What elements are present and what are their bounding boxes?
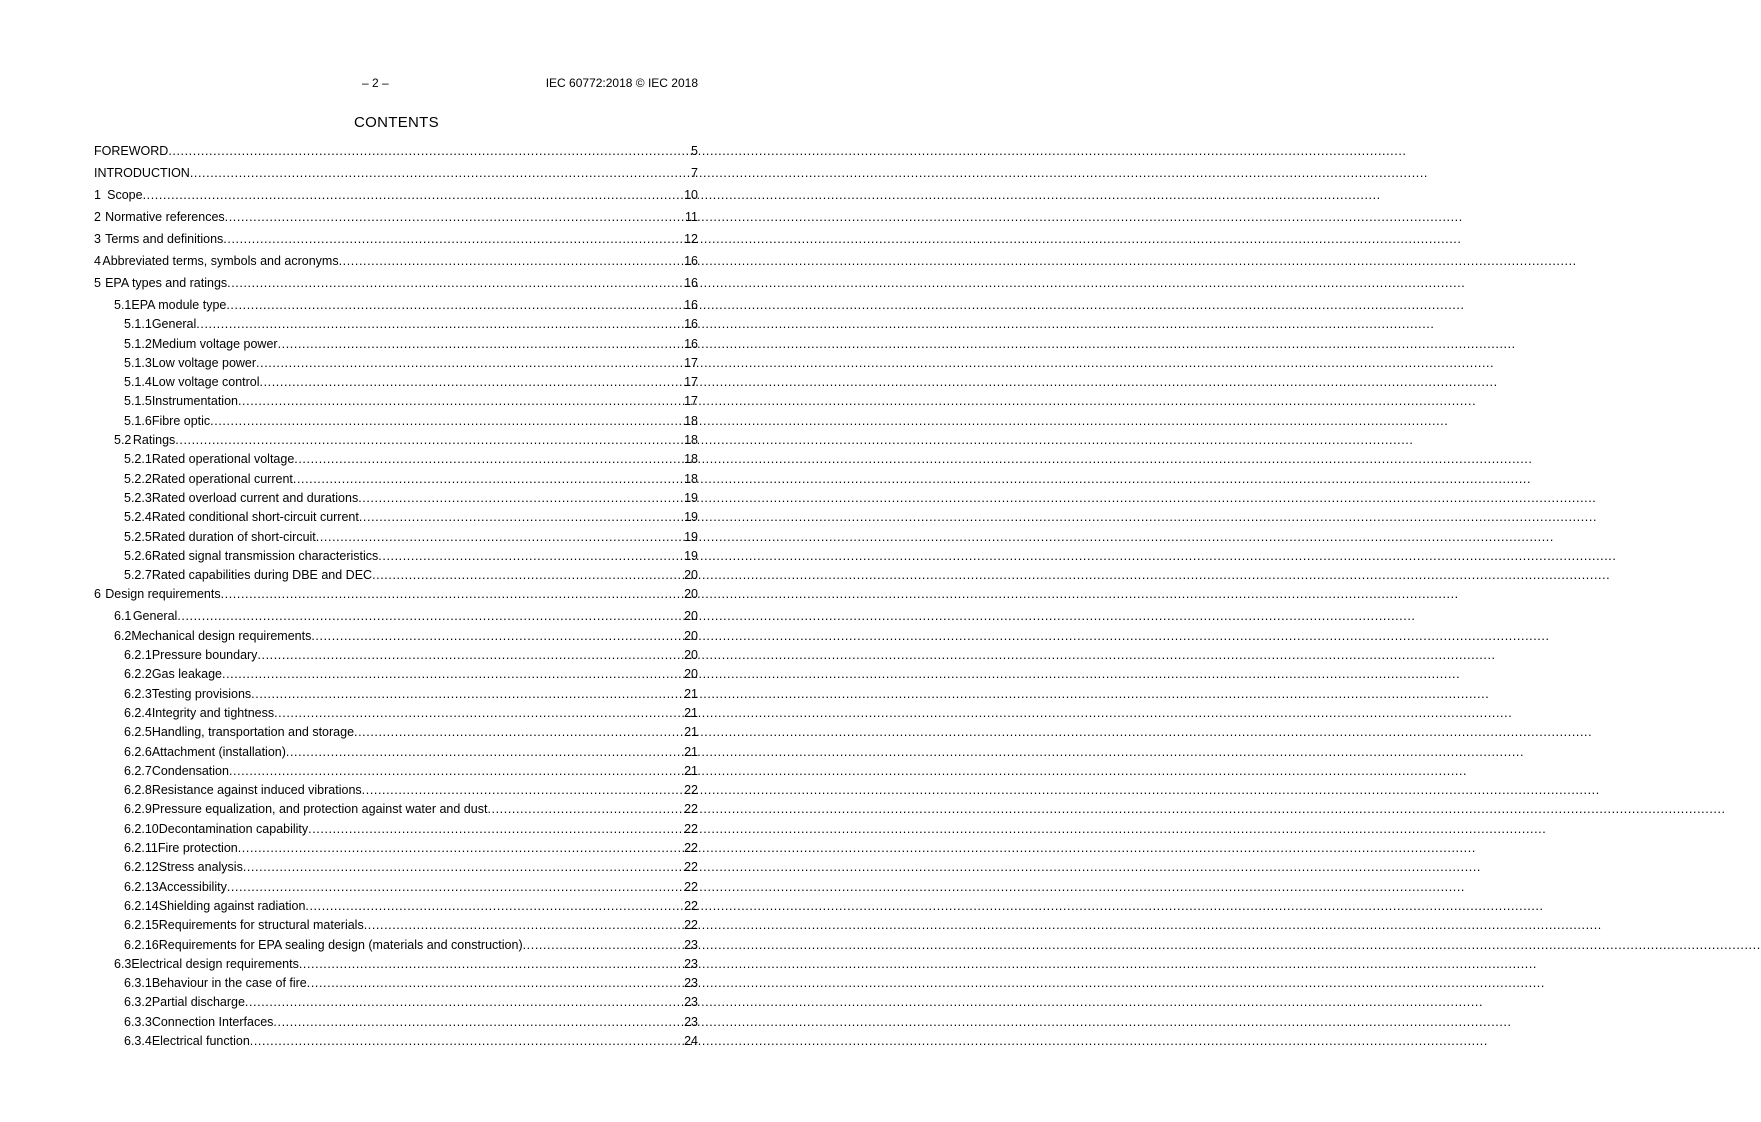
toc-entry-page: 21 xyxy=(684,725,698,740)
toc-entry[interactable] xyxy=(94,841,698,860)
toc-entry-number: 6.2.11 xyxy=(124,841,158,856)
dot-leader xyxy=(378,549,684,564)
toc-entry-label: Gas leakage xyxy=(151,667,222,682)
toc-entry[interactable] xyxy=(94,938,698,957)
toc-entry-number: 5.2.3 xyxy=(124,490,152,505)
toc-entry-page: 19 xyxy=(684,529,698,544)
toc-entry-label: Mechanical design requirements xyxy=(131,628,312,643)
toc-entry[interactable] xyxy=(94,375,698,394)
toc-entry[interactable] xyxy=(94,976,698,995)
toc-entry-number: 5.1.1 xyxy=(124,317,152,332)
toc-entry-number: 5.2.1 xyxy=(124,452,152,467)
toc-entry-page: 20 xyxy=(684,587,698,602)
toc-entry-page: 23 xyxy=(684,937,698,952)
dot-leader xyxy=(243,860,684,875)
toc-entry[interactable] xyxy=(94,587,698,609)
dot-leader xyxy=(354,725,684,740)
toc-entry-label: Requirements for structural materials xyxy=(158,918,364,933)
toc-entry[interactable] xyxy=(94,491,698,510)
dot-leader xyxy=(210,414,684,429)
toc-entry[interactable] xyxy=(94,549,698,568)
dot-leader xyxy=(316,530,684,545)
dot-leader xyxy=(238,841,684,856)
toc-entry-label: Resistance against induced vibrations xyxy=(151,783,362,798)
toc-entry-label: Accessibility xyxy=(158,879,227,894)
toc-entry-label: Electrical function xyxy=(151,1033,250,1048)
dot-leader xyxy=(311,629,684,644)
toc-entry-label: Electrical design requirements xyxy=(131,956,299,971)
toc-entry-number: 6.3 xyxy=(114,956,132,971)
toc-entry-page: 16 xyxy=(684,276,698,290)
toc-entry[interactable] xyxy=(94,1034,698,1053)
toc-entry-label: Testing provisions xyxy=(151,686,252,701)
toc-entry-number: 5.1.5 xyxy=(124,394,152,409)
toc-entry-page: 19 xyxy=(684,490,698,505)
toc-entry[interactable] xyxy=(94,725,698,744)
toc-entry[interactable] xyxy=(94,298,698,317)
toc-entry[interactable] xyxy=(94,452,698,471)
dot-leader xyxy=(190,166,691,181)
toc-entry-page: 19 xyxy=(684,548,698,563)
dot-leader xyxy=(307,976,684,991)
toc-entry[interactable] xyxy=(94,166,698,188)
toc-entry-number: 5.2.6 xyxy=(124,548,152,563)
toc-entry-page: 16 xyxy=(684,336,698,351)
toc-entry-page: 16 xyxy=(684,254,698,268)
toc-entry-page: 5 xyxy=(691,144,698,158)
dot-leader xyxy=(278,337,685,352)
toc-entry[interactable] xyxy=(94,317,698,336)
toc-entry-label: Integrity and tightness xyxy=(151,705,275,720)
dot-leader xyxy=(227,276,684,291)
toc-entry-number: 3 xyxy=(94,232,101,246)
toc-entry-page: 23 xyxy=(684,1014,698,1029)
toc-entry[interactable] xyxy=(94,609,698,628)
toc-entry-number: 5.2.5 xyxy=(124,529,152,544)
dot-leader xyxy=(143,188,685,203)
toc-entry-number: 5.1.6 xyxy=(124,413,152,428)
toc-entry-number: 1 xyxy=(94,188,101,202)
toc-entry[interactable] xyxy=(94,880,698,899)
toc-entry-label: Partial discharge xyxy=(151,995,245,1010)
toc-entry-page: 7 xyxy=(691,166,698,180)
toc-entry-label: Normative references xyxy=(105,210,225,224)
toc-entry[interactable] xyxy=(94,687,698,706)
toc-entry-label: Connection Interfaces xyxy=(151,1014,274,1029)
toc-entry-number: 6.2.5 xyxy=(124,725,152,740)
toc-entry-page: 18 xyxy=(684,433,698,448)
toc-entry-page: 21 xyxy=(684,744,698,759)
toc-entry[interactable] xyxy=(94,254,698,276)
toc-entry-number: 6.2.12 xyxy=(124,860,159,875)
dot-leader xyxy=(226,298,684,313)
dot-leader xyxy=(523,938,684,953)
dot-leader xyxy=(294,452,684,467)
toc-entry[interactable] xyxy=(94,648,698,667)
toc-entry-number: 6.3.4 xyxy=(124,1033,152,1048)
dot-leader xyxy=(257,648,684,663)
toc-entry-label: Pressure boundary xyxy=(151,648,258,663)
toc-entry-label: Rated duration of short-circuit xyxy=(151,529,316,544)
toc-entry-page: 23 xyxy=(684,995,698,1010)
dot-leader xyxy=(487,802,684,817)
toc-entry-label: Shielding against radiation xyxy=(158,898,306,913)
toc-entry[interactable] xyxy=(94,995,698,1014)
dot-leader xyxy=(364,918,684,933)
contents-title: CONTENTS xyxy=(354,114,439,131)
toc-entry-page: 16 xyxy=(684,317,698,332)
table-of-contents xyxy=(94,144,698,1053)
dot-leader xyxy=(177,609,684,624)
toc-entry-label: Terms and definitions xyxy=(105,232,224,246)
toc-entry-number: 5.1.2 xyxy=(124,336,152,351)
toc-entry-page: 23 xyxy=(684,956,698,971)
toc-entry-label: Design requirements xyxy=(105,587,221,602)
toc-entry-page: 22 xyxy=(684,783,698,798)
toc-entry-label: Scope xyxy=(107,188,143,202)
toc-entry-number: 4 xyxy=(94,254,101,268)
toc-entry-page: 21 xyxy=(684,686,698,701)
dot-leader xyxy=(229,764,684,779)
dot-leader xyxy=(175,433,684,448)
toc-entry[interactable] xyxy=(94,210,698,232)
toc-entry-page: 17 xyxy=(684,394,698,409)
dot-leader xyxy=(251,687,684,702)
toc-entry-label: Attachment (installation) xyxy=(151,744,286,759)
toc-entry-number: 5.1.4 xyxy=(124,375,152,390)
toc-entry-page: 18 xyxy=(684,471,698,486)
dot-leader xyxy=(286,745,684,760)
toc-entry-number: 5.2.2 xyxy=(124,471,152,486)
dot-leader xyxy=(362,783,684,798)
toc-entry-label: FOREWORD xyxy=(94,144,169,158)
toc-entry[interactable] xyxy=(94,568,698,587)
toc-entry-number: 6.2.1 xyxy=(124,648,152,663)
toc-entry[interactable] xyxy=(94,144,698,166)
dot-leader xyxy=(305,899,684,914)
dot-leader xyxy=(222,667,684,682)
toc-entry-number: 6.3.2 xyxy=(124,995,152,1010)
toc-entry-label: Ratings xyxy=(132,433,176,448)
toc-entry-label: Stress analysis xyxy=(158,860,243,875)
toc-entry[interactable] xyxy=(94,530,698,549)
dot-leader xyxy=(227,880,684,895)
toc-entry-label: Rated operational voltage xyxy=(151,452,295,467)
toc-entry-label: Low voltage control xyxy=(151,375,260,390)
toc-entry[interactable] xyxy=(94,433,698,452)
toc-entry-label: EPA module type xyxy=(131,298,227,312)
toc-entry-page: 24 xyxy=(684,1033,698,1048)
toc-entry-label: Condensation xyxy=(151,763,229,778)
toc-entry[interactable] xyxy=(94,706,698,725)
toc-entry-number: 6.2.13 xyxy=(124,879,159,894)
dot-leader xyxy=(221,587,685,602)
toc-entry-label: Rated conditional short-circuit current xyxy=(151,510,359,525)
toc-entry-label: Requirements for EPA sealing design (materials and construction) xyxy=(158,937,523,952)
toc-entry-page: 20 xyxy=(684,609,698,624)
toc-entry-number: 6.2.15 xyxy=(124,918,159,933)
toc-entry-page: 16 xyxy=(684,298,698,312)
toc-entry-number: 6 xyxy=(94,587,101,602)
toc-entry[interactable] xyxy=(94,629,698,648)
toc-entry-number: 6.2.14 xyxy=(124,898,159,913)
toc-entry-page: 11 xyxy=(685,210,698,224)
toc-entry-label: Handling, transportation and storage xyxy=(151,725,355,740)
toc-entry[interactable] xyxy=(94,472,698,491)
toc-entry-page: 20 xyxy=(684,628,698,643)
toc-entry[interactable] xyxy=(94,822,698,841)
toc-entry-page: 12 xyxy=(684,232,698,246)
toc-entry-label: General xyxy=(151,317,197,332)
toc-entry-label: General xyxy=(132,609,178,624)
toc-entry[interactable] xyxy=(94,188,698,210)
toc-entry-page: 17 xyxy=(684,375,698,390)
dot-leader xyxy=(274,706,684,721)
dot-leader xyxy=(225,210,685,225)
toc-entry[interactable] xyxy=(94,232,698,254)
toc-entry-page: 10 xyxy=(684,188,698,202)
dot-leader xyxy=(308,822,684,837)
toc-entry-number: 5.2.7 xyxy=(124,568,152,583)
toc-entry-number: 6.2.16 xyxy=(124,937,159,952)
toc-entry[interactable] xyxy=(94,1015,698,1034)
toc-entry-label: INTRODUCTION xyxy=(94,166,190,180)
toc-entry-label: Rated capabilities during DBE and DEC xyxy=(151,568,373,583)
toc-entry-number: 5.1 xyxy=(114,298,132,312)
toc-entry-page: 22 xyxy=(684,918,698,933)
dot-leader xyxy=(372,568,684,583)
toc-entry-page: 22 xyxy=(684,860,698,875)
dot-leader xyxy=(260,375,685,390)
toc-entry-number: 5.2 xyxy=(114,433,132,448)
toc-entry-label: EPA types and ratings xyxy=(105,276,228,290)
toc-entry-page: 22 xyxy=(684,879,698,894)
dot-leader xyxy=(299,957,684,972)
toc-entry-label: Fibre optic xyxy=(151,413,211,428)
toc-entry-page: 22 xyxy=(684,821,698,836)
toc-entry[interactable] xyxy=(94,510,698,529)
toc-entry-label: Rated signal transmission characteristics xyxy=(151,548,379,563)
toc-entry-label: Decontamination capability xyxy=(158,821,309,836)
toc-entry-number: 6.2.2 xyxy=(124,667,152,682)
toc-entry-page: 18 xyxy=(684,413,698,428)
dot-leader xyxy=(238,394,684,409)
dot-leader xyxy=(273,1015,684,1030)
toc-entry-label: Low voltage power xyxy=(151,355,257,370)
toc-entry-label: Abbreviated terms, symbols and acronyms xyxy=(102,254,339,268)
dot-leader xyxy=(256,356,684,371)
page-number: – 2 – xyxy=(362,76,389,90)
toc-entry[interactable] xyxy=(94,783,698,802)
toc-entry-label: Rated overload current and durations xyxy=(151,490,359,505)
toc-entry[interactable] xyxy=(94,394,698,413)
dot-leader xyxy=(223,232,684,247)
toc-entry-page: 20 xyxy=(684,667,698,682)
dot-leader xyxy=(339,254,685,269)
toc-entry-page: 21 xyxy=(684,705,698,720)
toc-entry-page: 18 xyxy=(684,452,698,467)
toc-entry-label: Behaviour in the case of fire xyxy=(151,976,307,991)
toc-entry-label: Rated operational current xyxy=(151,471,293,486)
toc-entry-label: Fire protection xyxy=(157,841,238,856)
dot-leader xyxy=(245,995,684,1010)
toc-entry-label: Instrumentation xyxy=(151,394,238,409)
toc-entry-number: 6.2.9 xyxy=(124,802,152,817)
toc-entry[interactable] xyxy=(94,802,698,821)
toc-entry[interactable] xyxy=(94,899,698,918)
toc-entry-page: 17 xyxy=(684,355,698,370)
toc-entry-page: 20 xyxy=(684,648,698,663)
toc-entry-number: 2 xyxy=(94,210,101,224)
toc-entry[interactable] xyxy=(94,957,698,976)
toc-entry-number: 6.3.3 xyxy=(124,1014,152,1029)
toc-entry-number: 6.2.3 xyxy=(124,686,152,701)
toc-entry-page: 22 xyxy=(684,841,698,856)
toc-entry-label: Medium voltage power xyxy=(151,336,278,351)
toc-entry-number: 6.1 xyxy=(114,609,132,624)
toc-entry-number: 5 xyxy=(94,276,101,290)
toc-entry-page: 21 xyxy=(684,763,698,778)
toc-entry[interactable] xyxy=(94,667,698,686)
toc-entry-number: 6.2.10 xyxy=(124,821,159,836)
toc-entry-number: 6.3.1 xyxy=(124,976,152,991)
toc-entry-number: 6.2.6 xyxy=(124,744,152,759)
toc-entry-number: 6.2 xyxy=(114,628,132,643)
toc-entry-number: 5.2.4 xyxy=(124,510,152,525)
toc-entry[interactable] xyxy=(94,745,698,764)
toc-entry-page: 22 xyxy=(684,802,698,817)
toc-entry-number: 6.2.7 xyxy=(124,763,152,778)
toc-entry[interactable] xyxy=(94,860,698,879)
toc-entry-number: 6.2.4 xyxy=(124,705,152,720)
toc-entry[interactable] xyxy=(94,414,698,433)
toc-entry-page: 22 xyxy=(684,898,698,913)
toc-entry[interactable] xyxy=(94,764,698,783)
dot-leader xyxy=(196,317,684,332)
toc-entry-page: 23 xyxy=(684,976,698,991)
toc-entry-page: 19 xyxy=(684,510,698,525)
toc-entry[interactable] xyxy=(94,276,698,298)
toc-entry-label: Pressure equalization, and protection against water and dust xyxy=(151,802,488,817)
dot-leader xyxy=(358,491,684,506)
dot-leader xyxy=(250,1034,684,1049)
toc-entry[interactable] xyxy=(94,918,698,937)
toc-entry-number: 5.1.3 xyxy=(124,355,152,370)
toc-entry-page: 20 xyxy=(684,568,698,583)
dot-leader xyxy=(293,472,684,487)
toc-entry-number: 6.2.8 xyxy=(124,783,152,798)
document-reference: IEC 60772:2018 © IEC 2018 xyxy=(545,76,698,90)
dot-leader xyxy=(168,144,691,159)
dot-leader xyxy=(359,510,684,525)
toc-entry[interactable] xyxy=(94,337,698,356)
toc-entry[interactable] xyxy=(94,356,698,375)
